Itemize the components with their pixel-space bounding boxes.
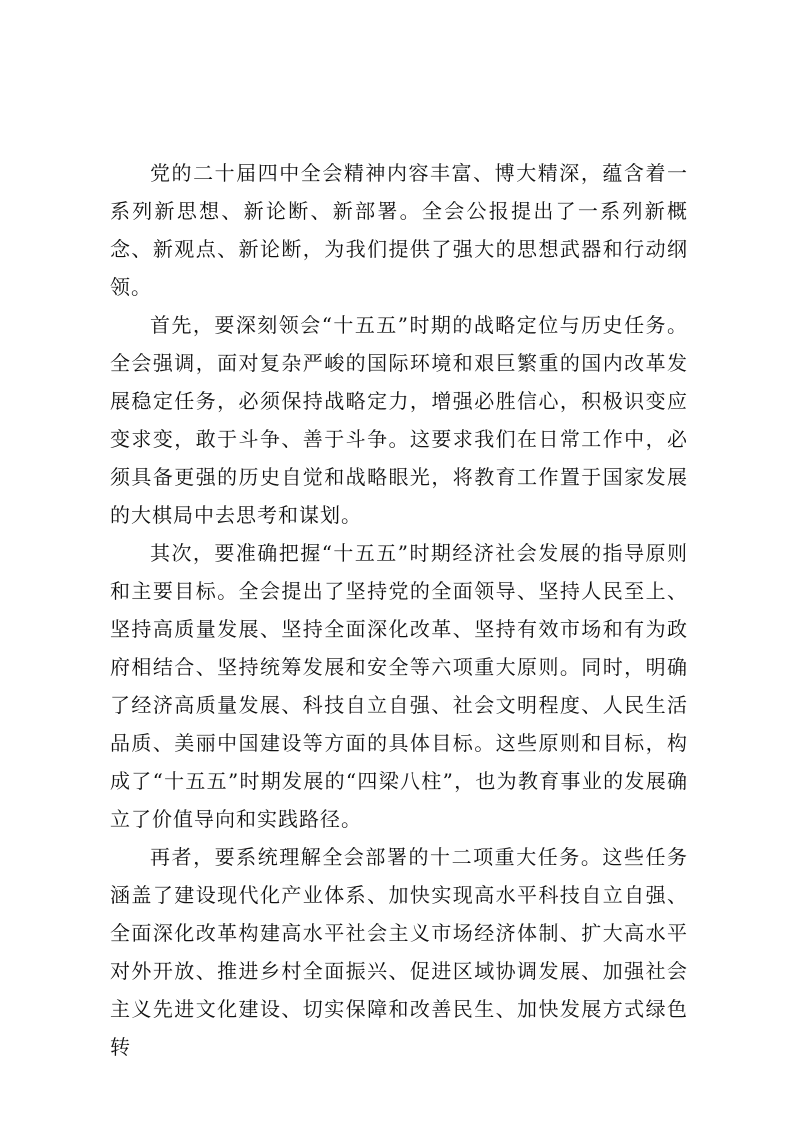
paragraph-first: 首先，要深刻领会“十五五”时期的战略定位与历史任务。全会强调，面对复杂严峻的国际环境和艰巨繁重的国内改革发展稳定任务，必须保持战略定力，增强必胜信心，积极识变应变求变，敢于斗争、善于斗争。这要求我们在日常工作中，必须具备更强的历史自觉和战略眼光，将教育工作置于国家发展的大棋局中去思考和谋划。 (110, 313, 688, 527)
paragraph-intro: 党的二十届四中全会精神内容丰富、博大精深，蕴含着一系列新思想、新论断、新部署。全会公报提出了一系列新概念、新观点、新论断，为我们提供了强大的思想武器和行动纲领。 (110, 161, 688, 299)
paragraph-third: 再者，要系统理解全会部署的十二项重大任务。这些任务涵盖了建设现代化产业体系、加快实现高水平科技自立自强、全面深化改革构建高水平社会主义市场经济体制、扩大高水平对外开放、推进乡村全面振兴、促进区域协调发展、加强社会主义先进文化建设、切实保障和改善民生、加快发展方式绿色转 (110, 845, 688, 1059)
paragraph-second: 其次，要准确把握“十五五”时期经济社会发展的指导原则和主要目标。全会提出了坚持党的全面领导、坚持人民至上、坚持高质量发展、坚持全面深化改革、坚持有效市场和有为政府相结合、坚持统筹发展和安全等六项重大原则。同时，明确了经济高质量发展、科技自立自强、社会文明程度、人民生活品质、美丽中国建设等方面的具体目标。这些原则和目标，构成了“十五五”时期发展的“四梁八柱”，也为教育事业的发展确立了价值导向和实践路径。 (110, 541, 688, 831)
document-body (110, 154, 688, 1066)
